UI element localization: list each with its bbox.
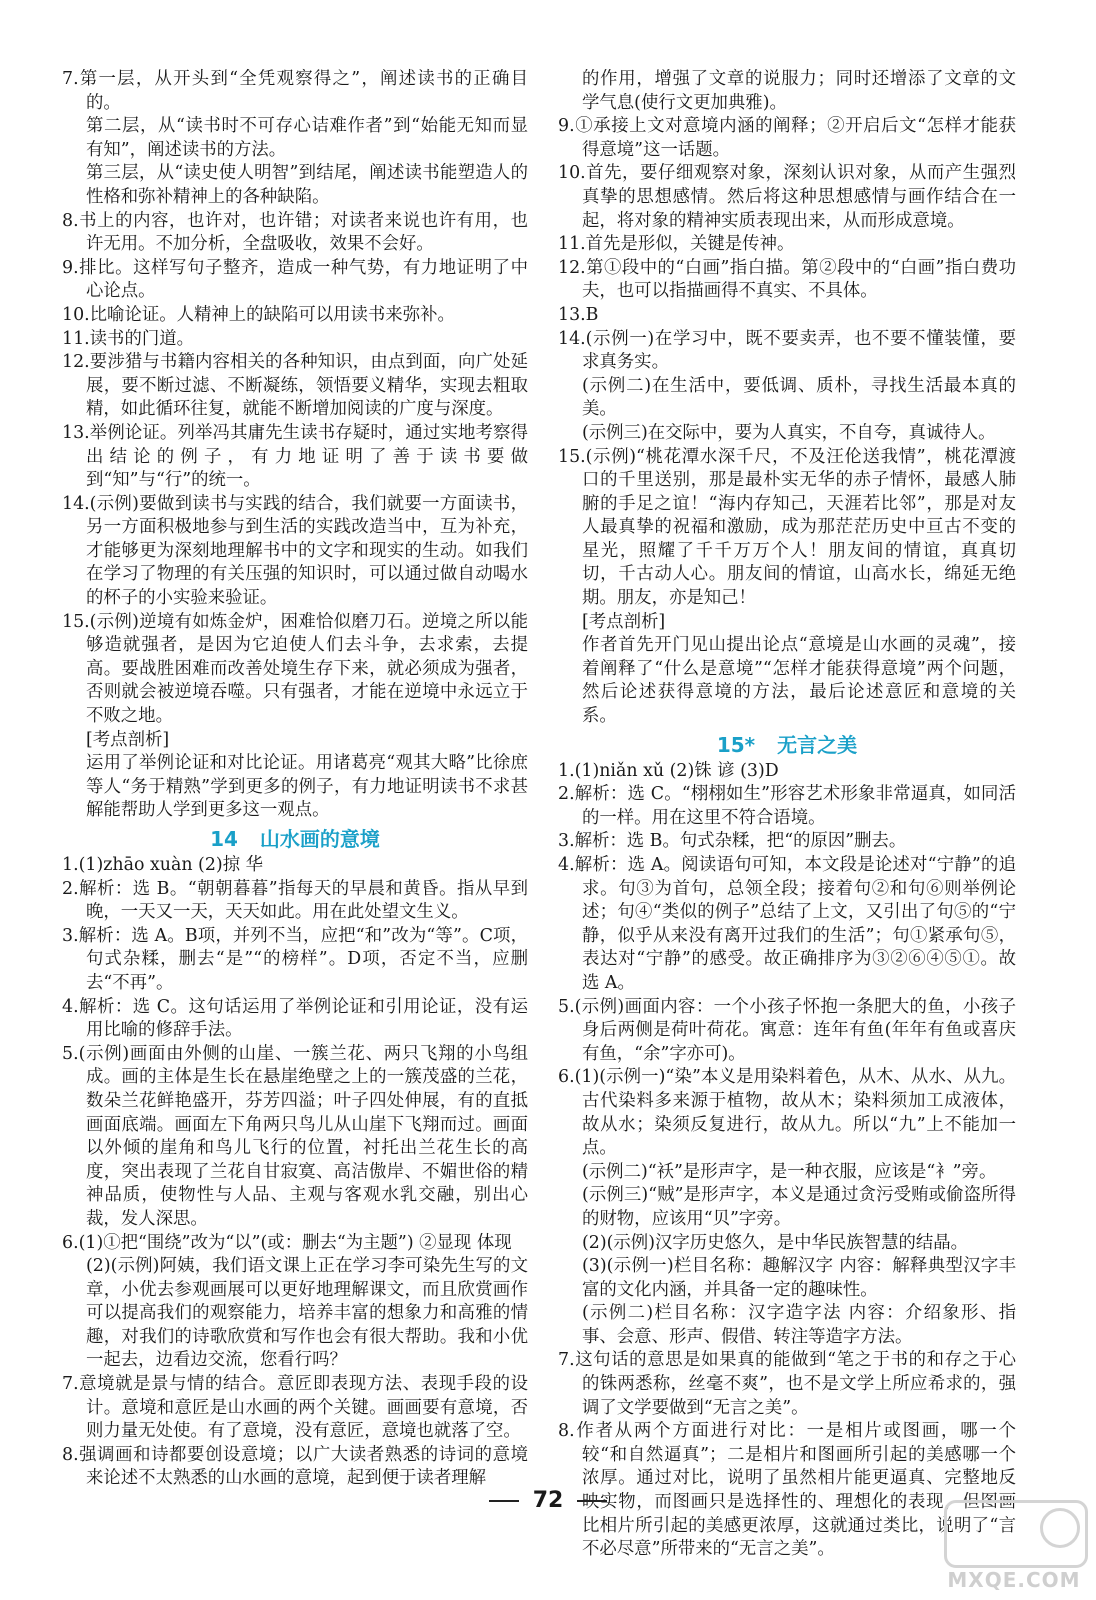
answer-item: 12.第①段中的“白画”指白描。第②段中的“白画”指白费功夫，也可以指描画得不真实、不具体。	[558, 257, 1016, 302]
answer-item: 9.①承接上文对意境内涵的阐释；②开启后文“怎样才能获得意境”这一话题。	[558, 116, 1016, 160]
watermark-domain: MXQE.COM	[947, 1568, 1081, 1592]
answer-item: 15.(示例)“桃花潭水深千尺，不及汪伦送我情”，桃花潭渡口的千里送别，那是最朴实无华的赤子情怀，最感人肺腑的手足之谊！“海内存知己，天涯若比邻”，那是对友人最真挚的祝福和激励，成为那茫茫历史中亘古不变的星光，照耀了千千万万个人！朋友间的情谊，真真切切，千古动人心。朋友间的情谊，山高水长，绵延无绝期。朋友，亦是知己！	[558, 446, 1016, 609]
answer-item: 7.意境就是景与情的结合。意匠即表现方法、表现手段的设计。意境和意匠是山水画的两个关键。画画要有意境，否则力量无处使。有了意境，没有意匠，意境也就落了空。	[62, 1374, 528, 1442]
answer-item: 12.要涉猎与书籍内容相关的各种知识，由点到面，向广处延展，要不断过滤、不断凝练，领悟要义精华，实现去粗取精，如此循环往复，就能不断增加阅读的广度与深度。	[62, 352, 528, 420]
answer-item: 7.第一层，从开头到“全凭观察得之”，阐述读书的正确目的。	[62, 69, 528, 113]
answer-item: (2)(示例)汉字历史悠久，是中华民族智慧的结晶。	[582, 1232, 969, 1253]
section-heading	[62, 826, 528, 852]
answer-item: 5.(示例)画面内容：一个小孩子怀抱一条肥大的鱼，小孩子身后两侧是荷叶荷花。寓意：连年有鱼(年年有鱼或喜庆有鱼，“余”字亦可)。	[558, 996, 1016, 1064]
answer-item: 运用了举例论证和对比论证。用诸葛亮“观其大略”比徐庶等人“务于精熟”学到更多的例子，有力地证明读书不求甚解能帮助人学到更多这一观点。	[86, 753, 528, 821]
answer-item: 10.比喻论证。人精神上的缺陷可以用读书来弥补。	[62, 304, 455, 325]
analysis-tag: [考点剖析]	[86, 729, 170, 750]
answer-item: 8.书上的内容，也许对，也许错；对读者来说也许有用，也许无用。不加分析，全盘吸收，效果不会好。	[62, 210, 528, 255]
answer-item: 15.(示例)逆境有如炼金炉，困难恰似磨刀石。逆境之所以能够造就强者，是因为它迫使人们去斗争，去求索，去提高。要战胜困难而改善处境生存下来，就必须成为强者，否则就会被逆境吞噬。只有强者，才能在逆境中永远立于不败之地。	[62, 611, 528, 727]
answer-item: 11.首先是形似，关键是传神。	[558, 234, 795, 255]
left-column	[62, 68, 528, 1491]
answer-item: 3.解析：选 B。句式杂糅，把“的原因”删去。	[558, 831, 907, 852]
answer-item: 9.排比。这样写句子整齐，造成一种气势，有力地证明了中心论点。	[62, 257, 528, 302]
answer-item: 3.解析：选 A。B项，并列不当，应把“和”改为“等”。C项，句式杂糅，删去“是”“的榜样”。D项，否定不当，应删去“不再”。	[62, 925, 528, 993]
answer-item: 2.解析：选 B。“朝朝暮暮”指每天的早晨和黄昏。指从早到晚，一天又一天，天天如此。用在此处望文生义。	[62, 878, 528, 923]
answer-item: (示例三)“贼”是形声字，本义是通过贪污受贿或偷盗所得的财物，应该用“贝”字旁。	[582, 1185, 1016, 1229]
answer-item: (示例三)在交际中，要为人真实，不自夸，真诚待人。	[582, 422, 996, 443]
page-number-dash-left	[489, 1500, 519, 1502]
answer-item: 第三层，从“读史使人明智”到结尾，阐述读书能塑造人的性格和弥补精神上的各种缺陷。	[86, 163, 528, 207]
answer-item: 作者首先开门见山提出论点“意境是山水画的灵魂”，接着阐释了“什么是意境”“怎样才能获得意境”两个问题，然后论述获得意境的方法，最后论述意匠和意境的关系。	[582, 635, 1016, 727]
answer-item: 1.(1)niǎn xǔ (2)铢 谚 (3)D	[558, 760, 779, 781]
section-number: 14	[210, 827, 238, 851]
answer-item: (3)(示例一)栏目名称：趣解汉字 内容：解释典型汉字丰富的文化内涵，并具备一定的趣味性。	[582, 1256, 1016, 1300]
page-number-dash-right	[577, 1500, 607, 1502]
section-title: 无言之美	[777, 732, 858, 757]
answer-item: (示例二)“袄”是形声字，是一种衣服，应该是“衤”旁。	[582, 1161, 997, 1182]
section-heading	[558, 732, 1016, 758]
answer-item: (示例二)在生活中，要低调、质朴，寻找生活最本真的美。	[582, 375, 1016, 420]
answer-item: (示例二)栏目名称：汉字造字法 内容：介绍象形、指事、会意、形声、假借、转注等造字方法。	[582, 1303, 1016, 1347]
answer-item: 8.作者从两个方面进行对比：一是相片或图画，哪一个较“和自然逼真”；二是相片和图画所引起的美感哪一个浓厚。通过对比，说明了虽然相片能更逼真、完整地反映实物，而图画只是选择性的、理想化的表现，但图画比相片所引起的美感更浓厚，这就通过类比，说明了“言不必尽意”所带来的“无言之美”。	[558, 1421, 1016, 1560]
answer-item: 14.(示例)要做到读书与实践的结合，我们就要一方面读书，另一方面积极地参与到生活的实践改造当中，互为补充，才能够更为深刻地理解书中的文字和现实的生动。如我们在学习了物理的有关压强的知识时，可以通过做自动喝水的杯子的小实验来验证。	[62, 493, 528, 609]
right-column	[558, 68, 1016, 1562]
section-title: 山水画的意境	[259, 827, 380, 851]
answer-item: 4.解析：选 A。阅读语句可知，本文段是论述对“宁静”的追求。句③为首句，总领全段；接着句②和句⑥则举例论述；句④“类似的例子”总结了上文，又引出了句⑤的“宁静，似乎从来没有离开过我们的生活”；句①紧承句⑤，表达对“宁静”的感受。故正确排序为③②⑥④⑤①。故选 A。	[558, 855, 1016, 993]
watermark-logo	[944, 1500, 1084, 1592]
answer-item: 4.解析：选 C。这句话运用了举例论证和引用论证，没有运用比喻的修辞手法。	[62, 996, 528, 1041]
answer-item: 的作用，增强了文章的说服力；同时还增添了文章的文学气息(使行文更加典雅)。	[582, 69, 1016, 113]
answer-item: 7.这句话的意思是如果真的能做到“笔之于书的和存之于心的铢两悉称，丝毫不爽”，也不是文学上所应希求的，强调了文学要做到“无言之美”。	[558, 1350, 1016, 1418]
page-number-text: 72	[532, 1488, 564, 1513]
watermark-ring-icon	[1040, 1508, 1080, 1548]
answer-item: (2)(示例)阿姨，我们语文课上正在学习李可染先生写的文章，小优去参观画展可以更好地理解课文，而且欣赏画作可以提高我们的观察能力，培养丰富的想象力和高雅的情趣，对我们的诗歌欣赏和写作也会有很大帮助。我和小优一起去，边看边交流，您看行吗？	[86, 1256, 528, 1371]
answer-item: 6.(1)①把“围绕”改为“以”(或：删去“为主题”) ②显现 体现	[62, 1232, 512, 1253]
answer-item: 6.(1)(示例一)“染”本义是用染料着色，从木、从水、从九。古代染料多来源于植物，故从木；染料须加工成液体，故从水；染须反复进行，故从九。所以“九”上不能加一点。	[558, 1067, 1016, 1159]
answer-item: 5.(示例)画面由外侧的山崖、一簇兰花、两只飞翔的小鸟组成。画的主体是生长在悬崖绝壁之上的一簇茂盛的兰花，数朵兰花鲜艳盛开，芬芳四溢；叶子四处伸展，有的直抵画面底端。画面左下角两只鸟儿从山崖下飞翔而过。画面以外倾的崖角和鸟儿飞行的位置，衬托出兰花生长的高度，突出表现了兰花自甘寂寞、高洁傲岸、不媚世俗的精神品质，使物性与人品、主观与客观水乳交融，别出心裁，发人深思。	[62, 1043, 528, 1229]
answer-item: 第二层，从“读书时不可存心诘难作者”到“始能无知而显有知”，阐述读书的方法。	[86, 116, 528, 160]
answer-item: 13.举例论证。列举冯其庸先生读书存疑时，通过实地考察得出结论的例子，有力地证明了善于读书要做到“知”与“行”的统一。	[62, 422, 528, 491]
answer-item: 8.强调画和诗都要创设意境；以广大读者熟悉的诗词的意境来论述不太熟悉的山水画的意境，起到便于读者理解	[62, 1444, 528, 1489]
answer-item: 11.读书的门道。	[62, 328, 195, 349]
answer-item: 2.解析：选 C。“栩栩如生”形容艺术形象非常逼真，如同活的一样。用在这里不符合语境。	[558, 784, 1016, 828]
page-number	[0, 1488, 1096, 1513]
answer-item: 13.B	[558, 304, 599, 325]
analysis-tag: [考点剖析]	[582, 611, 666, 632]
answer-item: 1.(1)zhāo xuàn (2)掠 华	[62, 855, 264, 875]
section-number: 15*	[716, 732, 756, 757]
answer-item: 14.(示例一)在学习中，既不要卖弄，也不要不懂装懂，要求真务实。	[558, 328, 1016, 373]
answer-item: 10.首先，要仔细观察对象，深刻认识对象，从而产生强烈真挚的思想感情。然后将这种思想感情与画作结合在一起，将对象的精神实质表现出来，从而形成意境。	[558, 163, 1016, 231]
